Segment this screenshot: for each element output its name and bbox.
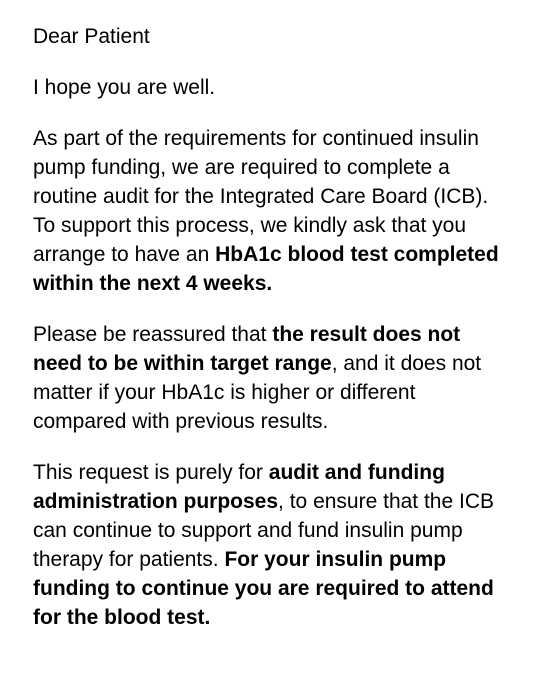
audit-purpose-note: audit and funding administration purposes: [33, 461, 445, 513]
paragraph-reassurance-rest: , and it does not matter if your HbA1c is higher or different compared with previous results.: [33, 352, 482, 433]
opening-line: I hope you are well.: [33, 76, 216, 99]
paragraph-reassurance-intro: Please be reassured that: [33, 323, 273, 346]
paragraph-purpose-rest: , to ensure that the ICB can continue to support and fund insulin pump therapy for patients.: [33, 490, 495, 571]
paragraph-audit-request: [33, 124, 509, 298]
greeting: Dear Patient: [33, 25, 150, 48]
attendance-requirement: For your insulin pump funding to continue you are required to attend for the blood test.: [33, 548, 494, 629]
paragraph-purpose: [33, 458, 509, 632]
paragraph-reassurance: [33, 320, 509, 436]
paragraph-audit-request-text: As part of the requirements for continued insulin pump funding, we are required to complete a routine audit for the Integrated Care Board (ICB). To support this process, we kindly ask that you arrange to have an: [33, 127, 489, 266]
target-range-note: the result does not need to be within target range: [33, 323, 461, 375]
hba1c-test-deadline: HbA1c blood test completed within the next 4 weeks.: [33, 243, 499, 295]
paragraph-purpose-intro: This request is purely for: [33, 461, 269, 484]
